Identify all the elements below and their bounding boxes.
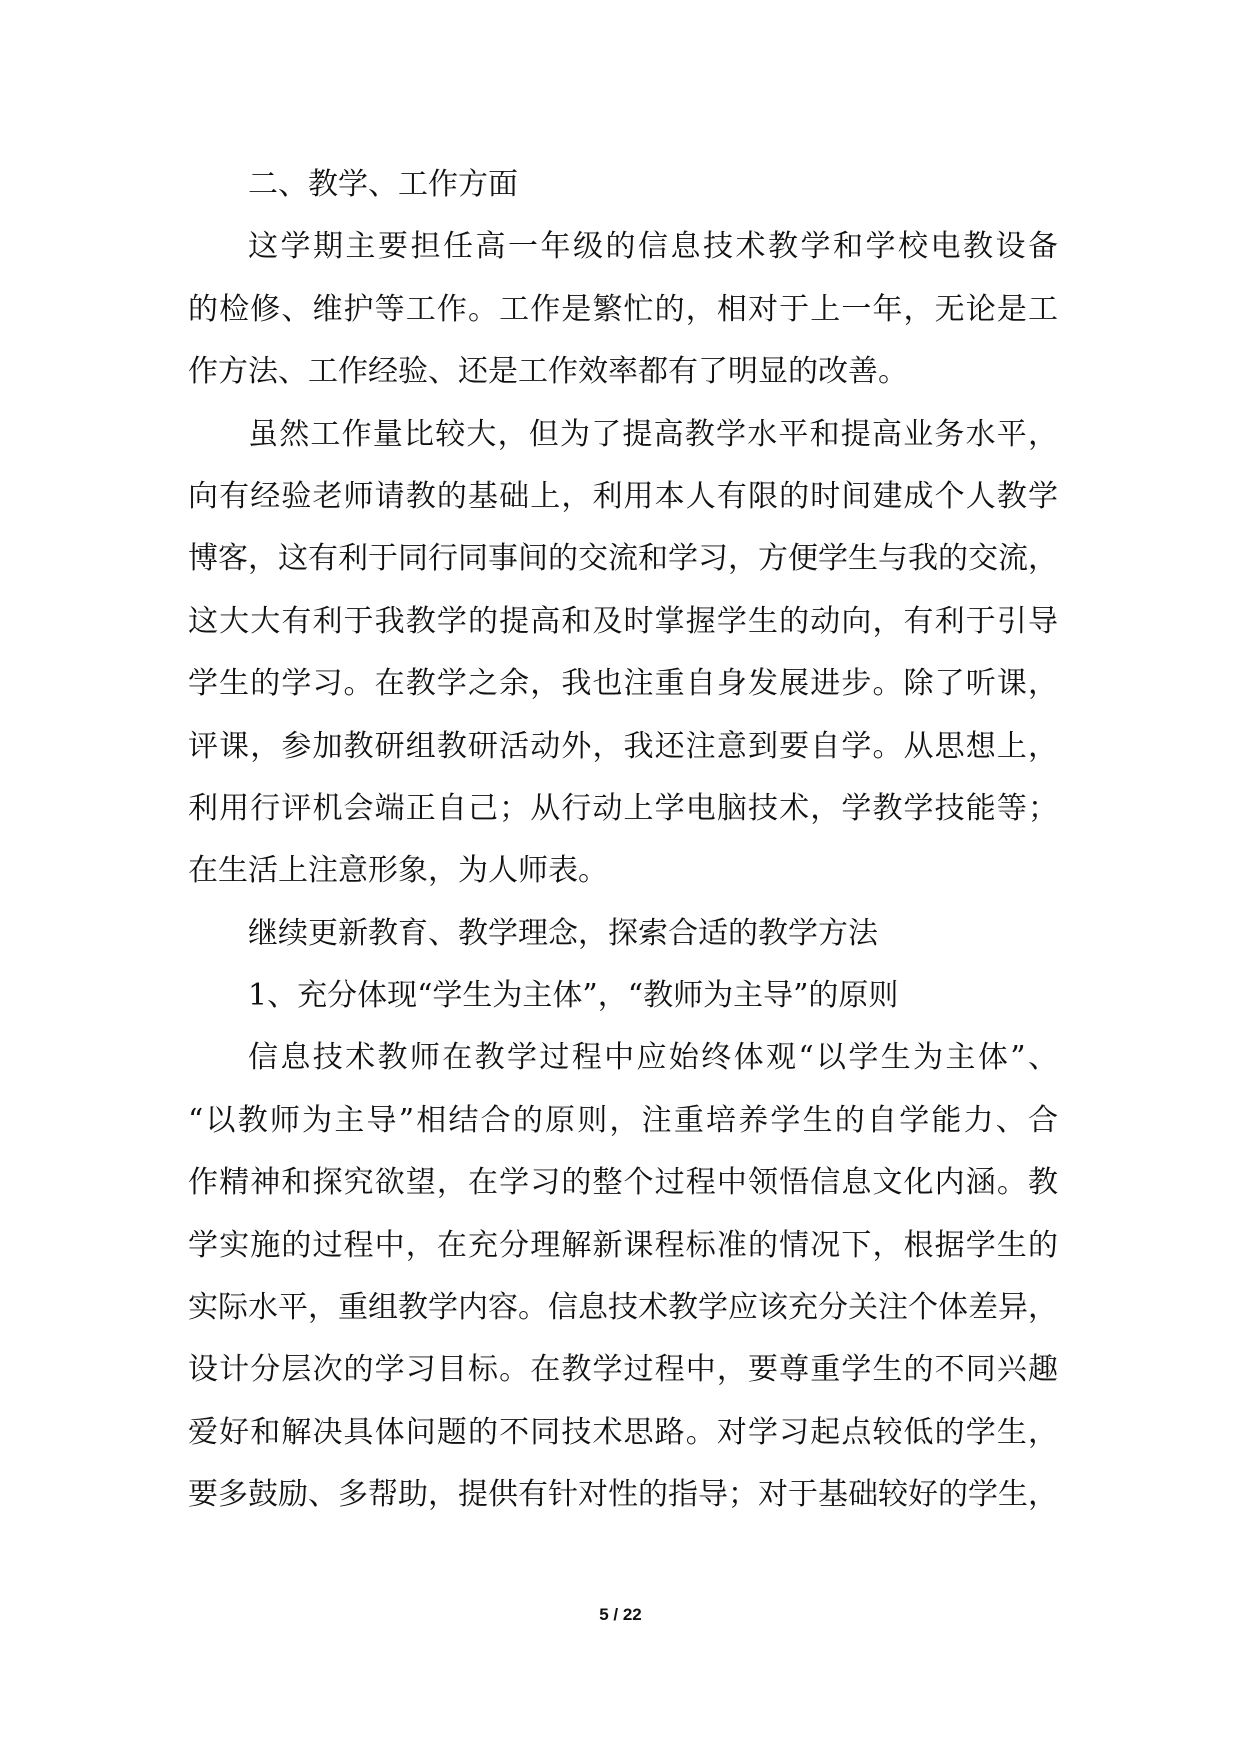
text-line: 要多鼓励、多帮助，提供有针对性的指导；对于基础较好的学生，	[188, 1477, 1058, 1513]
text-line: 1、充分体现“学生为主体”，“教师为主导”的原则	[248, 978, 899, 1014]
text-line: 这大大有利于我教学的提高和及时掌握学生的动向，有利于引导	[188, 603, 1058, 639]
text-line: 博客，这有利于同行同事间的交流和学习，方便学生与我的交流，	[188, 541, 1058, 577]
text-line: 向有经验老师请教的基础上，利用本人有限的时间建成个人教学	[188, 478, 1058, 514]
text-line: 作精神和探究欲望，在学习的整个过程中领悟信息文化内涵。教	[188, 1165, 1058, 1201]
text-line: “以教师为主导”相结合的原则，注重培养学生的自学能力、合	[188, 1102, 1058, 1138]
text-line: 学实施的过程中，在充分理解新课程标准的情况下，根据学生的	[188, 1227, 1058, 1263]
text-line: 的检修、维护等工作。工作是繁忙的，相对于上一年，无论是工	[188, 291, 1058, 327]
text-line: 学生的学习。在教学之余，我也注重自身发展进步。除了听课，	[188, 666, 1058, 702]
text-line: 信息技术教师在教学过程中应始终体观“以学生为主体”、	[248, 1040, 1058, 1076]
body-text	[188, 154, 1058, 1527]
text-line: 实际水平，重组教学内容。信息技术教学应该充分关注个体差异，	[188, 1290, 1058, 1326]
text-line: 作方法、工作经验、还是工作效率都有了明显的改善。	[188, 354, 908, 390]
page-number: 5 / 22	[599, 1605, 642, 1624]
text-line: 在生活上注意形象，为人师表。	[188, 853, 608, 889]
text-line: 评课，参加教研组教研活动外，我还注意到要自学。从思想上，	[188, 728, 1058, 764]
text-line: 这学期主要担任高一年级的信息技术教学和学校电教设备	[248, 229, 1058, 265]
text-line: 设计分层次的学习目标。在教学过程中，要尊重学生的不同兴趣	[188, 1352, 1058, 1388]
text-line: 利用行评机会端正自己；从行动上学电脑技术，学教学技能等；	[188, 790, 1058, 826]
text-line: 虽然工作量比较大，但为了提高教学水平和提高业务水平，	[248, 416, 1058, 452]
text-line: 继续更新教育、教学理念，探索合适的教学方法	[248, 915, 878, 951]
text-line: 二、教学、工作方面	[248, 167, 518, 202]
text-line: 爱好和解决具体问题的不同技术思路。对学习起点较低的学生，	[188, 1414, 1058, 1450]
